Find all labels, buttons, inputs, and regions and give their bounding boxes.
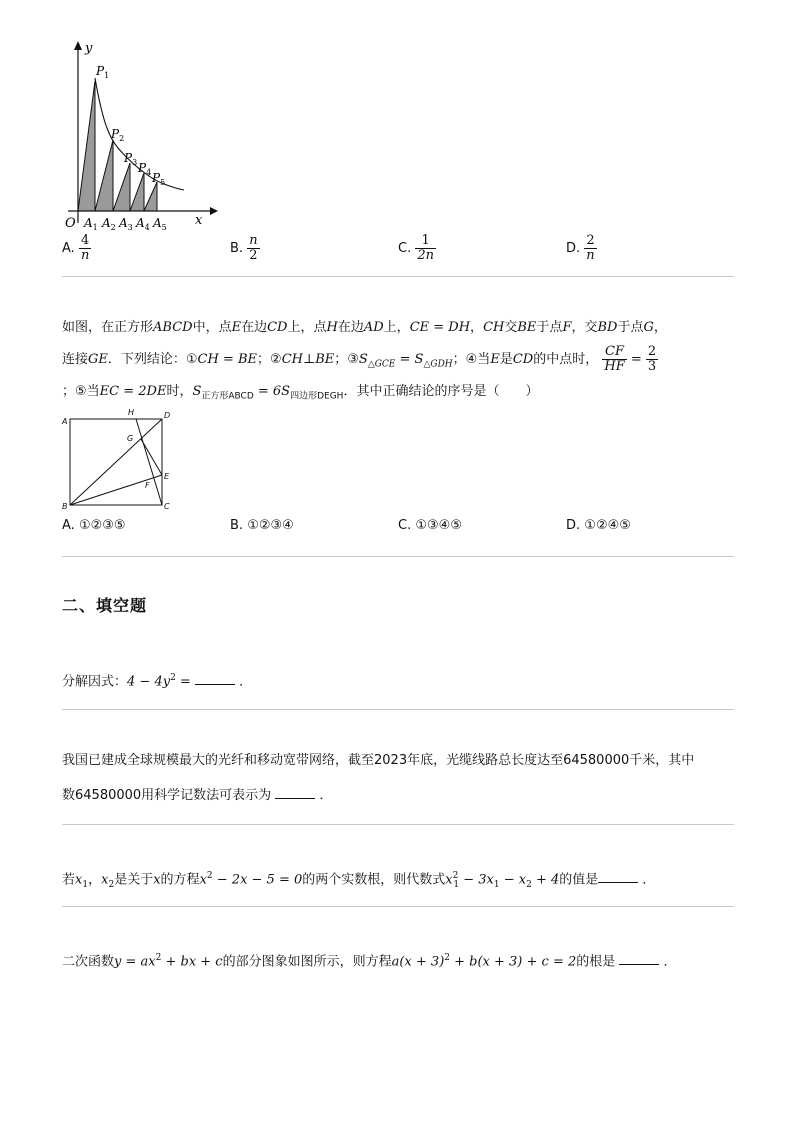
section-title: 二、填空题 (62, 596, 148, 615)
origin-label: O (65, 216, 76, 231)
answer-blank[interactable] (598, 870, 638, 883)
option-text: ①②③⑤ (78, 518, 126, 533)
point-label-g: G (127, 434, 134, 443)
point-label-p3: $P_3$ (124, 151, 138, 167)
x-axis-arrow-icon (210, 207, 218, 215)
option-letter: A. (62, 518, 75, 533)
option-letter: C. (398, 518, 412, 533)
option-d[interactable] (566, 518, 631, 533)
point-label-a3: $A_3$ (119, 216, 133, 232)
option-c[interactable] (398, 518, 462, 533)
x-axis-label: x (195, 213, 203, 228)
point-label-p4: $P_4$ (138, 161, 152, 177)
option-fraction: $\frac{n}{2}$ (249, 233, 258, 263)
vertex-label-d: D (164, 411, 171, 420)
divider (62, 824, 734, 825)
point-label-p1: $P_1$ (96, 64, 110, 80)
option-b[interactable] (230, 234, 260, 263)
option-a[interactable] (62, 234, 91, 263)
shaded-triangle-2 (95, 140, 113, 211)
option-text: ①③④⑤ (415, 518, 462, 533)
option-fraction: $\frac{1}{2n}$ (417, 233, 435, 263)
vertex-label-c: C (164, 502, 170, 511)
point-label-a5: $A_5$ (153, 216, 167, 232)
answer-blank[interactable] (619, 952, 659, 965)
square-figure (60, 405, 175, 517)
segment-be (70, 475, 162, 505)
option-letter: C. (398, 241, 412, 256)
option-a[interactable] (62, 518, 126, 533)
point-label-e: E (164, 472, 170, 481)
y-axis-label: y (85, 41, 93, 56)
option-letter: B. (230, 518, 244, 533)
divider (62, 709, 734, 710)
fraction-two-thirds: $\frac{2}{3}$ (647, 344, 657, 374)
sci-notation-question-line-1: 我国已建成全球规模最大的光纤和移动宽带网络，截至2023年底，光缆线路总长度达至64580000千米，其中 (62, 753, 695, 768)
square-question-line-1: 如图，在正方形ABCD中，点E在边CD上，点H在边AD上，CE = DH，CH交BE于点F，交BD于点G， (62, 320, 667, 335)
diagonal-bd (70, 419, 162, 505)
option-letter: D. (566, 518, 581, 533)
option-letter: D. (566, 241, 581, 256)
option-fraction: $\frac{4}{n}$ (80, 233, 90, 263)
segment-ch (136, 419, 162, 505)
option-text: ①②③④ (247, 518, 294, 533)
option-text: ①②④⑤ (584, 518, 631, 533)
factor-question: 分解因式：$4 - 4y^2$ = ． (62, 673, 253, 690)
option-d[interactable] (566, 234, 597, 263)
shaded-triangle-5 (144, 182, 157, 211)
option-c[interactable] (398, 234, 436, 263)
option-letter: A. (62, 241, 75, 256)
divider (62, 556, 734, 557)
vertex-label-a: A (62, 417, 68, 426)
quadratic-question: 二次函数$y = ax^2$ + bx + c的部分图象如图所示，则方程$a(x + 3)^2 + b(x + 3) + c = 2$的根是 ． (62, 953, 677, 970)
point-label-a2: $A_2$ (102, 216, 116, 232)
reciprocal-function-figure (60, 38, 220, 238)
point-label-f: F (145, 481, 150, 490)
point-label-a1: $A_1$ (84, 216, 98, 232)
option-letter: B. (230, 241, 244, 256)
vertex-label-h: H (128, 408, 135, 417)
option-fraction: $\frac{2}{n}$ (586, 233, 595, 263)
square-question-line-3: ；⑤当EC = 2DE时，$S_{正方形ABCD} = 6S_{四边形DEGH}$．其中正确结论的序号是（ ） (62, 384, 539, 402)
roots-question: 若$x_1$，$x_2$是关于x的方程$x^2 - 2x - 5 = 0$的两个实数根，则代数式$x^2_1 - 3x_1 - x_2 + 4$的值是 ． (62, 871, 656, 890)
option-b[interactable] (230, 518, 294, 533)
point-label-p5: $P_5$ (152, 171, 166, 187)
answer-blank[interactable] (195, 672, 235, 685)
divider (62, 906, 734, 907)
shaded-triangle-4 (130, 173, 144, 211)
sci-notation-question-line-2: 数64580000用科学记数法可表示为 ． (62, 788, 333, 803)
square-question-line-2: 连接GE．下列结论：①CH = BE；②CH⊥BE；$③S_{\triangle GCE} = S_{\triangle GDH}$；④当E是CD的中点时， $\frac{CF}{HF}$ = $\frac{2}{3}$ (62, 344, 657, 374)
divider (62, 276, 734, 277)
point-label-p2: $P_2$ (111, 127, 125, 143)
point-label-a4: $A_4$ (136, 216, 150, 232)
vertex-label-b: B (62, 502, 68, 511)
fraction-cf-hf: $\frac{CF}{HF}$ (604, 344, 625, 374)
y-axis-arrow-icon (74, 41, 82, 50)
shaded-triangle-1 (78, 81, 95, 211)
answer-blank[interactable] (275, 786, 315, 799)
shaded-triangle-3 (113, 163, 130, 211)
